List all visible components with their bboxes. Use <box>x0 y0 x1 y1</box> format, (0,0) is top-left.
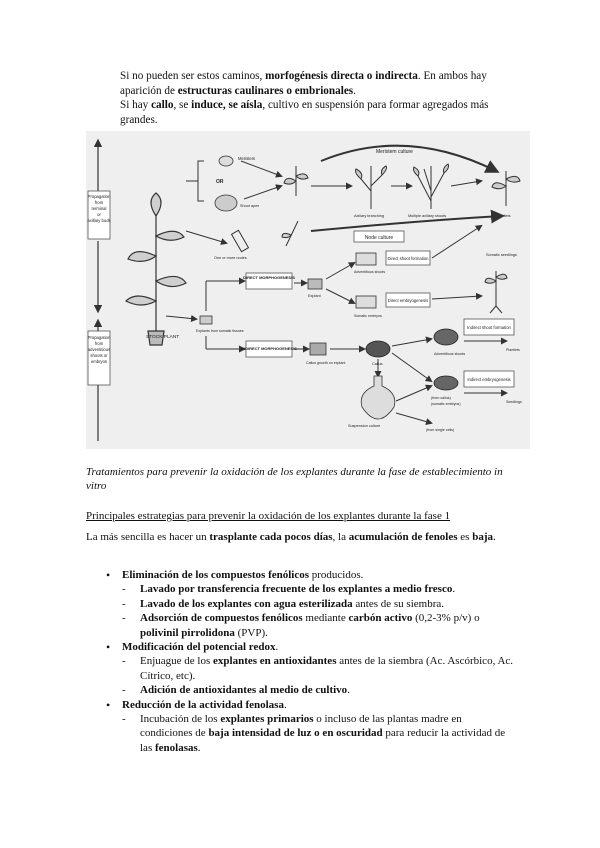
bold-run: explantes primarios <box>220 713 314 726</box>
strategy-subitem <box>122 611 516 640</box>
label-or: OR <box>216 179 224 185</box>
micropropagation-diagram <box>86 131 530 449</box>
label-adventitious-shoots-2: Adventitious shoots <box>434 352 466 356</box>
bold-run: Eliminación de los compuestos fenólicos <box>122 569 310 581</box>
label-meristem-culture: Meristem culture <box>376 149 413 155</box>
text-run: Incubación de los <box>140 713 221 726</box>
label-node-culture: Node culture <box>364 235 394 241</box>
label-from-callus: (from callus) <box>431 396 451 400</box>
strategy-subitems <box>122 654 516 697</box>
label-adventitious-shoots: Adventitious shoots <box>354 270 386 274</box>
text-run: . <box>492 531 496 543</box>
text-run: , cultivo en suspensión para formar agregados más grandes. <box>120 99 489 126</box>
text-run: (0,2-3% p/v) o <box>412 612 480 625</box>
strategy-item <box>86 568 516 640</box>
bold-run: Adición de antioxidantes al medio de cultivo <box>140 684 348 697</box>
text-run: . <box>353 84 356 97</box>
text-run: Enjuague de los <box>140 655 214 668</box>
figure-caption: Tratamientos para prevenir la oxidación de los explantes durante la fase de establecimiento in vitro <box>86 466 503 492</box>
text-run: , se <box>173 99 192 111</box>
strategy-heading <box>122 640 516 654</box>
label-callus: Callus <box>372 362 383 366</box>
figure-background <box>86 131 530 449</box>
strategy-subitems <box>122 712 516 755</box>
bold-run: polivinil pirrolidona <box>140 626 235 639</box>
strategies-list <box>86 568 516 755</box>
label-somatic-seedlings: Somatic seedlings <box>486 253 517 257</box>
strategy-subitem <box>122 597 516 611</box>
label-propagation-terminal: Propagation from terminal or axillary buds <box>87 194 111 223</box>
label-explants-somatic: Explants from somatic tissues <box>196 329 244 333</box>
label-propagation-adventitious: Propagation from adventitious shoots or embryos <box>87 335 111 364</box>
text-run: . En ambos hay aparición de <box>120 70 487 97</box>
lead-paragraph <box>86 530 516 545</box>
text-run: antes de su siembra. <box>352 597 445 610</box>
bold-run: baja intensidad de luz o en oscuridad <box>208 727 383 740</box>
strategy-item <box>86 698 516 756</box>
text-run: La más sencilla es hacer un <box>86 531 210 543</box>
bold-run: estructuras caulinares o embrionales <box>177 84 354 97</box>
bold-run: callo <box>151 99 174 111</box>
label-indirect-embryogenesis: Indirect embryogenesis <box>467 377 511 382</box>
label-plantlets: Plantlets <box>496 214 511 218</box>
label-direct-shoot-formation: Direct shoot formation <box>387 256 429 261</box>
strategy-subitem <box>122 712 516 755</box>
bold-run: explantes en antioxidantes <box>213 655 337 668</box>
intro-paragraph-2 <box>120 98 515 127</box>
bold-run: Lavado por transferencia frecuente de los explantes a medio fresco <box>140 583 453 596</box>
bold-run: Lavado de los explantes con agua esterilizada <box>140 597 353 610</box>
bold-run: Modificación del potencial redox <box>122 641 276 654</box>
label-from-single-cells: (from single cells) <box>426 428 455 432</box>
label-somatic-embryos: Somatic embryos <box>354 314 382 318</box>
bold-run: acumulación de fenoles <box>348 531 458 543</box>
label-meristem: Meristem <box>238 156 256 161</box>
text-run: es <box>457 531 473 543</box>
bold-run: baja <box>472 531 493 543</box>
label-callus-growth: Callus growth on explant <box>306 361 346 365</box>
label-explant: Explant <box>308 294 321 298</box>
text-run: , la <box>332 531 349 543</box>
label-somatic-embryos-2: (somatic embryos) <box>431 402 461 406</box>
strategy-subitem <box>122 654 516 683</box>
text-run: . <box>347 684 350 697</box>
strategy-subitems <box>122 582 516 640</box>
text-run: . <box>275 641 279 654</box>
label-suspension-culture: Suspension culture <box>348 424 381 428</box>
text-run: mediante <box>302 612 349 625</box>
text-run: antes de la siembra (Ac. Ascórbico, Ac. Cítrico, etc). <box>140 655 514 682</box>
label-seedlings: Seedlings <box>506 400 522 404</box>
text-run: Si no pueden ser estos caminos, <box>120 70 266 82</box>
strategy-subitem <box>122 683 516 697</box>
strategy-item <box>86 640 516 698</box>
text-run: para reducir la actividad de las <box>140 727 506 754</box>
label-axillary-branching: Axillary branching <box>354 214 384 218</box>
intro-paragraph-1 <box>120 69 515 98</box>
text-run: . <box>197 741 201 754</box>
bold-run: fenolasas <box>154 741 198 754</box>
label-direct-embryogenesis: Direct embryogenesis <box>387 298 429 303</box>
label-shoot-apex: Shoot apex <box>240 204 260 208</box>
text-run: (PVP). <box>234 626 268 639</box>
label-indirect-shoot-formation: Indirect shoot formation <box>467 325 511 330</box>
text-run: . <box>283 698 287 711</box>
bold-run: induce, se aísla <box>191 99 263 111</box>
bold-run: Reducción de la actividad fenolasa <box>122 698 284 711</box>
label-indirect-morphogenesis: INDIRECT MORPHOGENESIS <box>241 346 297 351</box>
bold-run: trasplante cada pocos días <box>209 531 333 543</box>
bold-run: carbón activo <box>348 612 413 625</box>
label-one-or-more-nodes: One or more nodes <box>214 256 247 260</box>
label-direct-morphogenesis: DIRECT MORPHOGENESIS <box>243 275 295 280</box>
bold-run: Adsorción de compuestos fenólicos <box>140 612 303 625</box>
label-multiple-axillary-shoots: Multiple axillary shoots <box>408 214 447 218</box>
strategy-subitem <box>122 582 516 596</box>
strategy-heading <box>122 568 516 582</box>
label-stock-plant: STOCK PLANT <box>146 335 180 340</box>
text-run: . <box>452 583 456 596</box>
label-plantlets-2: Plantlets <box>506 348 520 352</box>
text-run: o incluso de las plantas madre en condiciones de <box>140 713 462 740</box>
section-subtitle: Principales estrategias para prevenir la oxidación de los explantes durante la fase 1 <box>86 510 451 522</box>
text-run: producidos. <box>309 569 364 581</box>
strategy-heading <box>122 698 516 712</box>
bold-run: morfogénesis directa o indirecta <box>265 70 418 82</box>
text-run: Si hay <box>120 99 152 111</box>
